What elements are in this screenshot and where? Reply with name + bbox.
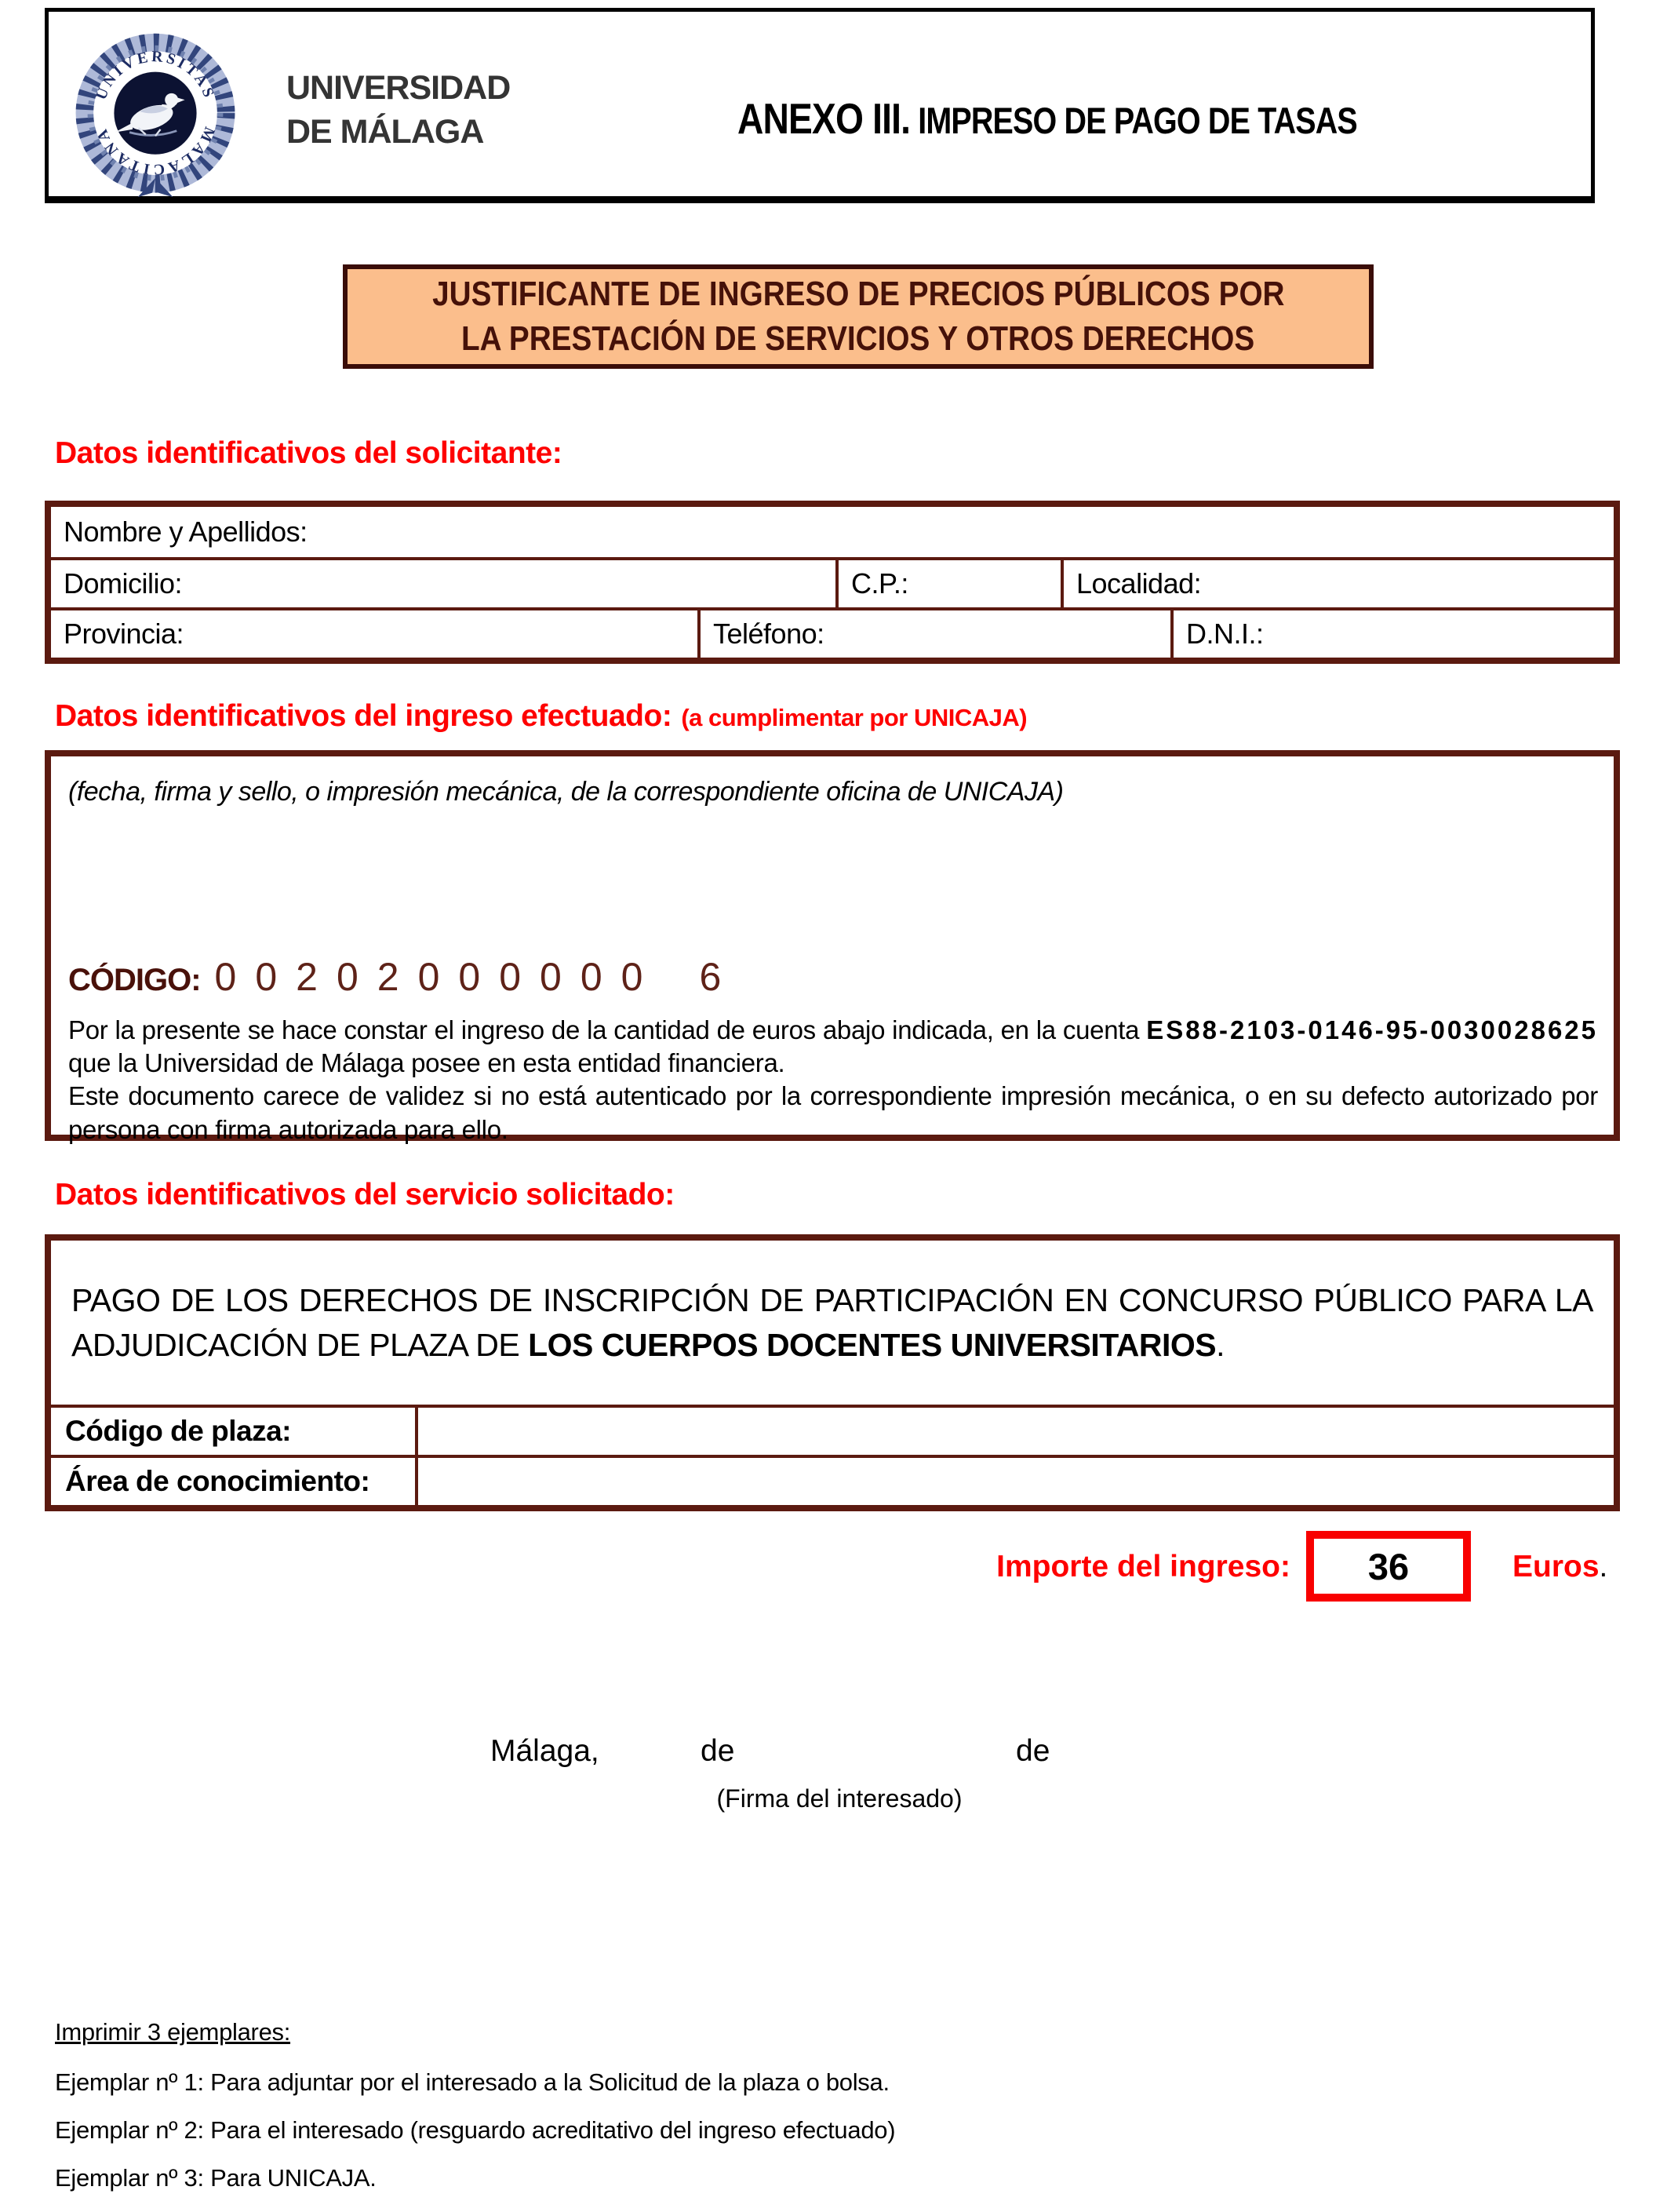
heading-ingreso-text: Datos identificativos del ingreso efectuado: bbox=[55, 699, 672, 733]
ingreso-box bbox=[45, 750, 1620, 1144]
signature-caption: (Firma del interesado) bbox=[716, 1784, 963, 1813]
currency-label: Euros bbox=[1512, 1550, 1600, 1583]
table-row bbox=[51, 557, 1614, 607]
importe-label: Importe del ingreso: bbox=[996, 1550, 1290, 1583]
servicio-description-bold: LOS CUERPOS DOCENTES UNIVERSITARIOS bbox=[528, 1327, 1217, 1364]
nombre-apellidos-label: Nombre y Apellidos: bbox=[64, 516, 308, 548]
ingreso-paragraph1 bbox=[68, 1014, 1598, 1080]
ingreso-paragraph2: Este documento carece de validez si no está autenticado por la correspondiente impresión mecánica, o en su defecto autorizado por persona con firma autorizada para ello. bbox=[68, 1081, 1598, 1144]
seal-top-text: UNIVERSITAS bbox=[92, 48, 219, 103]
telefono-label: Teléfono: bbox=[713, 618, 824, 650]
paragraph1-post: que la Universidad de Málaga posee en esta entidad financiera. bbox=[68, 1048, 785, 1078]
table-row bbox=[51, 1455, 1614, 1505]
dni-field[interactable] bbox=[1170, 610, 1614, 658]
signature-de-year: de bbox=[1016, 1734, 1050, 1768]
table-row bbox=[51, 507, 1614, 557]
domicilio-label: Domicilio: bbox=[64, 567, 183, 599]
nombre-apellidos-field[interactable] bbox=[51, 507, 1614, 557]
page-title-primary: ANEXO III. bbox=[737, 94, 911, 143]
codigo-plaza-label: Código de plaza: bbox=[51, 1408, 418, 1455]
codigo-label: CÓDIGO: bbox=[68, 963, 201, 997]
banner-line2: LA PRESTACIÓN DE SERVICIOS Y OTROS DERECHOS bbox=[461, 319, 1255, 358]
codigo-value: 00202000000 bbox=[214, 955, 662, 999]
codigo-suffix: 6 bbox=[699, 955, 722, 999]
currency-period: . bbox=[1599, 1550, 1608, 1583]
print-instructions bbox=[55, 2018, 895, 2212]
heading-ingreso-note: (a cumplimentar por UNICAJA) bbox=[681, 704, 1028, 731]
servicio-description bbox=[51, 1241, 1614, 1405]
provincia-label: Provincia: bbox=[64, 618, 184, 650]
domicilio-field[interactable] bbox=[51, 560, 835, 607]
telefono-field[interactable] bbox=[697, 610, 1170, 658]
seal-bottom-text: MALACITANA bbox=[92, 124, 219, 179]
page-title-secondary: IMPRESO DE PAGO DE TASAS bbox=[910, 100, 1357, 141]
heading-servicio: Datos identificativos del servicio solicitado: bbox=[55, 1178, 675, 1212]
table-row bbox=[51, 1405, 1614, 1455]
university-wordmark bbox=[286, 67, 510, 155]
cp-label: C.P.: bbox=[851, 567, 908, 599]
university-seal bbox=[71, 31, 240, 200]
table-row bbox=[51, 607, 1614, 658]
localidad-label: Localidad: bbox=[1076, 567, 1202, 599]
cp-field[interactable] bbox=[835, 560, 1061, 607]
importe-amount-box bbox=[1306, 1531, 1471, 1602]
importe-value: 36 bbox=[1367, 1545, 1410, 1587]
print-instructions-title: Imprimir 3 ejemplares: bbox=[55, 2018, 291, 2046]
print-instruction-line: Ejemplar nº 2: Para el interesado (resguardo acreditativo del ingreso efectuado) bbox=[55, 2116, 896, 2144]
provincia-field[interactable] bbox=[51, 610, 697, 658]
stamp-note: (fecha, firma y sello, o impresión mecánica, de la correspondiente oficina de UNICAJA) bbox=[68, 777, 1064, 807]
heading-solicitante: Datos identificativos del solicitante: bbox=[55, 436, 562, 470]
heading-ingreso bbox=[55, 699, 1027, 734]
area-conocimiento-field[interactable] bbox=[418, 1458, 1614, 1505]
solicitante-table bbox=[45, 501, 1620, 664]
servicio-description-pre: PAGO DE LOS DERECHOS DE INSCRIPCIÓN DE PARTICIPACIÓN EN CONCURSO PÚBLICO PARA LA ADJUDICACIÓN DE PLAZA DE bbox=[71, 1282, 1593, 1364]
servicio-description-end: . bbox=[1216, 1327, 1225, 1364]
servicio-box bbox=[45, 1234, 1620, 1511]
header-box bbox=[45, 8, 1595, 203]
dni-label: D.N.I.: bbox=[1186, 618, 1264, 650]
wordmark-line1: UNIVERSIDAD bbox=[286, 69, 511, 107]
localidad-field[interactable] bbox=[1061, 560, 1614, 607]
account-number: ES88-2103-0146-95-0030028625 bbox=[1146, 1015, 1599, 1044]
paragraph1-pre: Por la presente se hace constar el ingreso de la cantidad de euros abajo indicada, en la cuenta bbox=[68, 1015, 1140, 1044]
ingreso-paragraphs bbox=[68, 1014, 1598, 1146]
codigo-line bbox=[68, 954, 721, 1000]
codigo-plaza-field[interactable] bbox=[418, 1408, 1614, 1455]
justificante-banner bbox=[343, 264, 1374, 369]
signature-city: Málaga, bbox=[490, 1734, 599, 1768]
wordmark-line2: DE MÁLAGA bbox=[286, 112, 484, 151]
importe-currency bbox=[1512, 1550, 1607, 1584]
signature-de-day: de bbox=[701, 1734, 735, 1768]
print-instruction-line: Ejemplar nº 1: Para adjuntar por el interesado a la Solicitud de la plaza o bolsa. bbox=[55, 2068, 890, 2096]
banner-line1: JUSTIFICANTE DE INGRESO DE PRECIOS PÚBLICOS POR bbox=[431, 275, 1285, 314]
print-instruction-line: Ejemplar nº 3: Para UNICAJA. bbox=[55, 2164, 377, 2192]
page-title bbox=[737, 93, 1357, 144]
area-conocimiento-label: Área de conocimiento: bbox=[51, 1458, 418, 1505]
